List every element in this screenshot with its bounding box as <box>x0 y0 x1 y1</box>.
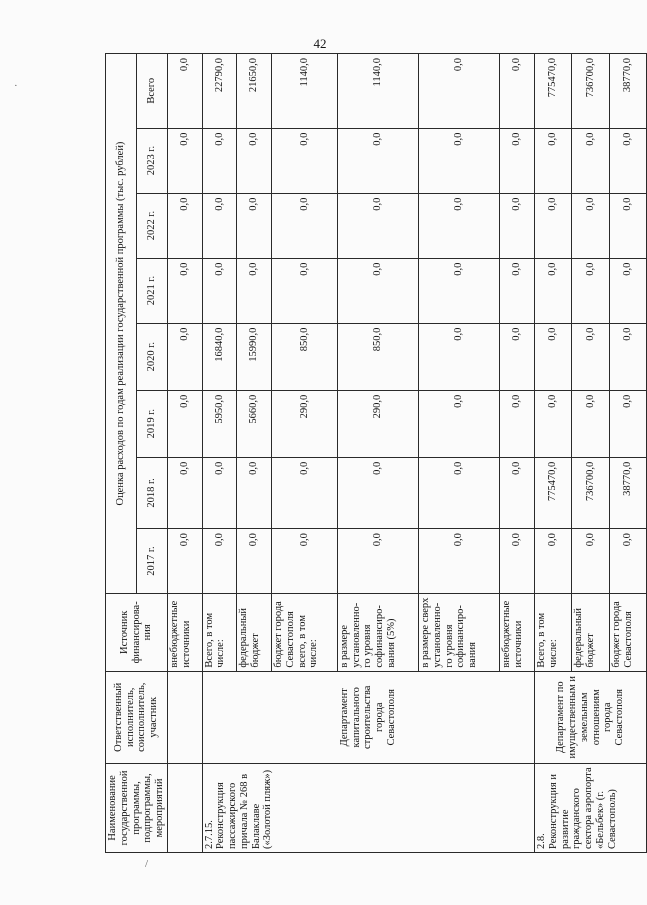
year-value-cell: 0,0 <box>535 258 572 323</box>
year-value-cell: 0,0 <box>337 258 418 323</box>
year-value-cell: 0,0 <box>272 193 338 258</box>
year-value-cell: 0,0 <box>419 258 500 323</box>
funding-source-cell: внебюджетные источники <box>500 594 535 672</box>
year-value-cell: 0,0 <box>535 193 572 258</box>
header-total: Всего <box>136 54 167 129</box>
year-value-cell: 0,0 <box>609 128 646 193</box>
header-year: 2023 г. <box>136 128 167 193</box>
header-year: 2021 г. <box>136 258 167 323</box>
header-source: Источник финансирова-ния <box>106 594 168 672</box>
funding-source-cell: Всего, в том числе: <box>202 594 237 672</box>
year-value-cell: 0,0 <box>572 529 609 594</box>
year-value-cell: 0,0 <box>609 323 646 390</box>
total-value-cell: 1140,0 <box>272 54 338 129</box>
header-year: 2017 г. <box>136 529 167 594</box>
year-value-cell: 0,0 <box>419 390 500 457</box>
funding-source-cell: федеральный бюджет <box>572 594 609 672</box>
executor-cell: Департамент по имущественным и земельным отношениям города Севастополя <box>535 671 647 763</box>
executor-cell <box>167 671 202 763</box>
measure-name-cell <box>167 763 202 852</box>
year-value-cell: 850,0 <box>272 323 338 390</box>
funding-source-cell: Всего, в том числе: <box>535 594 572 672</box>
year-value-cell: 0,0 <box>237 529 272 594</box>
table-row <box>167 54 202 853</box>
year-value-cell: 0,0 <box>167 323 202 390</box>
year-value-cell: 0,0 <box>237 193 272 258</box>
expenses-table <box>105 53 647 853</box>
year-value-cell: 0,0 <box>572 128 609 193</box>
year-value-cell: 0,0 <box>237 258 272 323</box>
year-value-cell: 16840,0 <box>202 323 237 390</box>
total-value-cell: 0,0 <box>167 54 202 129</box>
year-value-cell: 0,0 <box>272 457 338 528</box>
year-value-cell: 0,0 <box>272 529 338 594</box>
year-value-cell: 0,0 <box>337 128 418 193</box>
total-value-cell: 22790,0 <box>202 54 237 129</box>
header-row <box>106 54 137 853</box>
year-value-cell: 0,0 <box>202 258 237 323</box>
year-value-cell: 0,0 <box>500 457 535 528</box>
year-value-cell: 0,0 <box>237 457 272 528</box>
year-value-cell: 0,0 <box>572 193 609 258</box>
year-value-cell: 0,0 <box>167 529 202 594</box>
total-value-cell: 0,0 <box>419 54 500 129</box>
header-year: 2022 г. <box>136 193 167 258</box>
year-value-cell: 0,0 <box>167 258 202 323</box>
page-number: 42 <box>313 36 327 51</box>
table-row <box>535 54 572 853</box>
scan-mark: · <box>14 80 18 92</box>
header-estimate: Оценка расходов по годам реализации государственной программы (тыс. рублей) <box>106 54 137 594</box>
year-value-cell: 0,0 <box>535 128 572 193</box>
year-value-cell: 850,0 <box>337 323 418 390</box>
year-value-cell: 0,0 <box>572 390 609 457</box>
year-value-cell: 0,0 <box>535 323 572 390</box>
executor-cell: Департамент капитального строительства города Севастополя <box>202 671 535 763</box>
year-value-cell: 0,0 <box>419 193 500 258</box>
year-value-cell: 0,0 <box>500 193 535 258</box>
year-value-cell: 0,0 <box>272 128 338 193</box>
year-value-cell: 0,0 <box>202 457 237 528</box>
year-value-cell: 0,0 <box>572 323 609 390</box>
measure-name-cell: 2.7.15. Реконструкция пассажирского причала № 268 в Балаклаве («Золотой пляж») <box>202 763 535 852</box>
year-value-cell: 0,0 <box>167 193 202 258</box>
year-value-cell: 0,0 <box>202 128 237 193</box>
header-name: Наименование государственной программы, подпрограммы, мероприятий <box>106 763 168 852</box>
funding-source-cell: бюджет города Севастополя <box>609 594 646 672</box>
scan-mark: / <box>145 858 149 870</box>
year-value-cell: 0,0 <box>500 323 535 390</box>
header-year: 2020 г. <box>136 323 167 390</box>
year-value-cell: 0,0 <box>609 193 646 258</box>
year-value-cell: 290,0 <box>337 390 418 457</box>
rotated-table-wrapper <box>105 53 634 853</box>
year-value-cell: 0,0 <box>572 258 609 323</box>
total-value-cell: 21650,0 <box>237 54 272 129</box>
header-year: 2019 г. <box>136 390 167 457</box>
total-value-cell: 0,0 <box>500 54 535 129</box>
year-value-cell: 38770,0 <box>609 457 646 528</box>
measure-name-cell: 2.8. Реконструкция и развитие гражданского сектора аэропорта «Бельбек» (г. Севастополь) <box>535 763 647 852</box>
year-value-cell: 775470,0 <box>535 457 572 528</box>
year-value-cell: 0,0 <box>609 390 646 457</box>
year-value-cell: 290,0 <box>272 390 338 457</box>
year-value-cell: 0,0 <box>337 193 418 258</box>
year-value-cell: 0,0 <box>337 529 418 594</box>
year-value-cell: 5660,0 <box>237 390 272 457</box>
year-value-cell: 0,0 <box>202 193 237 258</box>
total-value-cell: 38770,0 <box>609 54 646 129</box>
year-value-cell: 0,0 <box>535 529 572 594</box>
year-value-cell: 15990,0 <box>237 323 272 390</box>
year-value-cell: 0,0 <box>609 258 646 323</box>
year-value-cell: 0,0 <box>500 529 535 594</box>
year-value-cell: 0,0 <box>500 390 535 457</box>
year-value-cell: 0,0 <box>500 258 535 323</box>
year-value-cell: 0,0 <box>167 128 202 193</box>
year-value-cell: 0,0 <box>535 390 572 457</box>
funding-source-cell: бюджет города Севастополя всего, в том числе: <box>272 594 338 672</box>
year-value-cell: 0,0 <box>419 529 500 594</box>
total-value-cell: 775470,0 <box>535 54 572 129</box>
year-value-cell: 0,0 <box>337 457 418 528</box>
funding-source-cell: федеральный бюджет <box>237 594 272 672</box>
year-value-cell: 0,0 <box>202 529 237 594</box>
funding-source-cell: внебюджетные источники <box>167 594 202 672</box>
year-value-cell: 0,0 <box>419 457 500 528</box>
table-body <box>167 54 647 853</box>
header-year: 2018 г. <box>136 457 167 528</box>
year-value-cell: 0,0 <box>167 457 202 528</box>
year-value-cell: 0,0 <box>167 390 202 457</box>
funding-source-cell: в размере установленно-го уровня софинансиро-вания (5%) <box>337 594 418 672</box>
year-value-cell: 0,0 <box>272 258 338 323</box>
total-value-cell: 736700,0 <box>572 54 609 129</box>
header-executor: Ответственный исполнитель, соисполнитель, участник <box>106 671 168 763</box>
year-value-cell: 5950,0 <box>202 390 237 457</box>
year-value-cell: 0,0 <box>237 128 272 193</box>
funding-source-cell: в размере сверх установленно-го уровня софинансиро-вания <box>419 594 500 672</box>
year-value-cell: 0,0 <box>500 128 535 193</box>
table-row <box>202 54 237 853</box>
total-value-cell: 1140,0 <box>337 54 418 129</box>
year-value-cell: 0,0 <box>419 128 500 193</box>
year-value-cell: 736700,0 <box>572 457 609 528</box>
year-value-cell: 0,0 <box>609 529 646 594</box>
year-value-cell: 0,0 <box>419 323 500 390</box>
